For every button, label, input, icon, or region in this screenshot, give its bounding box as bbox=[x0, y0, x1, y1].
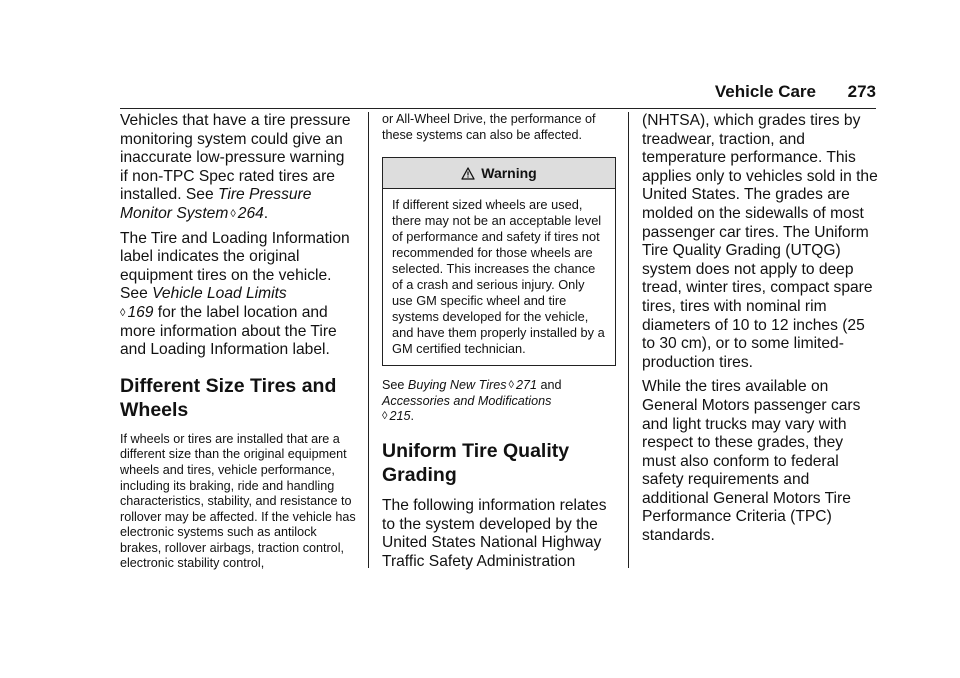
paragraph-text: The Tire and Loading Information label indicates the original equipment tires on the vehicle. See bbox=[120, 229, 350, 303]
page-ref-icon: ◊ bbox=[382, 410, 388, 423]
link-vehicle-load-limits[interactable]: Vehicle Load Limits bbox=[152, 285, 287, 303]
paragraph-text: Vehicles that have a tire pressure monitoring system could give an inaccurate low-pressure warning if non-TPC Spec rated tires are installed. See bbox=[120, 112, 351, 204]
column-1 bbox=[120, 112, 356, 572]
heading-uniform-tire-quality: Uniform Tire Quality Grading bbox=[382, 439, 570, 486]
warning-box bbox=[382, 157, 616, 366]
see-label: See bbox=[382, 378, 408, 393]
paragraph-see-references bbox=[382, 378, 616, 425]
paragraph-tire-loading-label bbox=[120, 230, 356, 360]
column-divider-2 bbox=[628, 112, 629, 568]
section-title: Vehicle Care bbox=[714, 82, 816, 101]
page-number: 273 bbox=[847, 82, 876, 101]
paragraph-gm-standards: While the tires available on General Motors passenger cars and light trucks may vary with respect to these grades, they must also conform to federal safety requirements and additional General Motors Tire Performance Criteria (TPC) standards. bbox=[642, 378, 861, 545]
paragraph-different-size: If wheels or tires are installed that are a different size than the original equipment wheels and tires, vehicle performance, including its braking, ride and handling characteristics, stability, and resistance to rollover may be affected. If the vehicle has electronic systems such as antilock brakes, rollover airbags, traction control, electronic stability control, bbox=[120, 431, 356, 571]
page-ref-icon: ◊ bbox=[508, 379, 514, 392]
page-header bbox=[120, 80, 876, 110]
page-ref-264[interactable]: 264 bbox=[237, 204, 264, 222]
paragraph-nhtsa-intro: The following information relates to the system developed by the United States National Highway Traffic Safety Administration bbox=[382, 496, 607, 570]
paragraph-tpms-warning bbox=[120, 112, 356, 224]
page-ref-215[interactable]: 215 bbox=[389, 409, 411, 424]
header-rule bbox=[120, 108, 876, 109]
link-tire-pressure-monitor-system[interactable]: Tire Pressure Monitor System bbox=[120, 186, 312, 222]
warning-body: If different sized wheels are used, there may not be an acceptable level of performance and safety if tires not recommended for those wheels are selected. This increases the chance of a crash and serious injury. Only use GM specific wheel and tire systems developed for the vehicle, and have them properly installed by a GM certified technician. bbox=[392, 197, 605, 357]
warning-title: Warning bbox=[481, 165, 537, 182]
page-ref-169[interactable]: 169 bbox=[127, 303, 154, 321]
column-3 bbox=[642, 112, 878, 546]
page-ref-icon: ◊ bbox=[120, 306, 126, 319]
heading-different-size-tires: Different Size Tires and Wheels bbox=[120, 374, 337, 421]
link-buying-new-tires[interactable]: Buying New Tires bbox=[407, 378, 507, 393]
page-ref-icon: ◊ bbox=[230, 207, 236, 220]
paragraph-awd-continuation: or All-Wheel Drive, the performance of these systems can also be affected. bbox=[382, 112, 596, 142]
warning-triangle-icon bbox=[461, 167, 475, 180]
paragraph-utqg-description: (NHTSA), which grades tires by treadwear, traction, and temperature performance. This applies only to vehicles sold in the United States. The grades are molded on the sidewalls of most passenger car tires. The Uniform Tire Quality Grading (UTQG) system does not apply to deep tread, winter tires, compact spare tires, tires with nominal rim diameters of 10 to 12 inches (25 to 30 cm), or to some limited-production tires. bbox=[642, 112, 878, 371]
warning-header bbox=[383, 158, 615, 189]
paragraph-end: . bbox=[410, 409, 414, 424]
see-and: and bbox=[536, 378, 562, 393]
link-accessories-and-modifications[interactable]: Accessories and Modifications bbox=[382, 393, 552, 408]
page-ref-271[interactable]: 271 bbox=[515, 378, 537, 393]
paragraph-end: . bbox=[263, 204, 269, 222]
paragraph-end: for the label location and more information about the Tire and Loading Information label. bbox=[120, 303, 337, 359]
column-2 bbox=[382, 112, 616, 571]
column-divider-1 bbox=[368, 112, 369, 568]
